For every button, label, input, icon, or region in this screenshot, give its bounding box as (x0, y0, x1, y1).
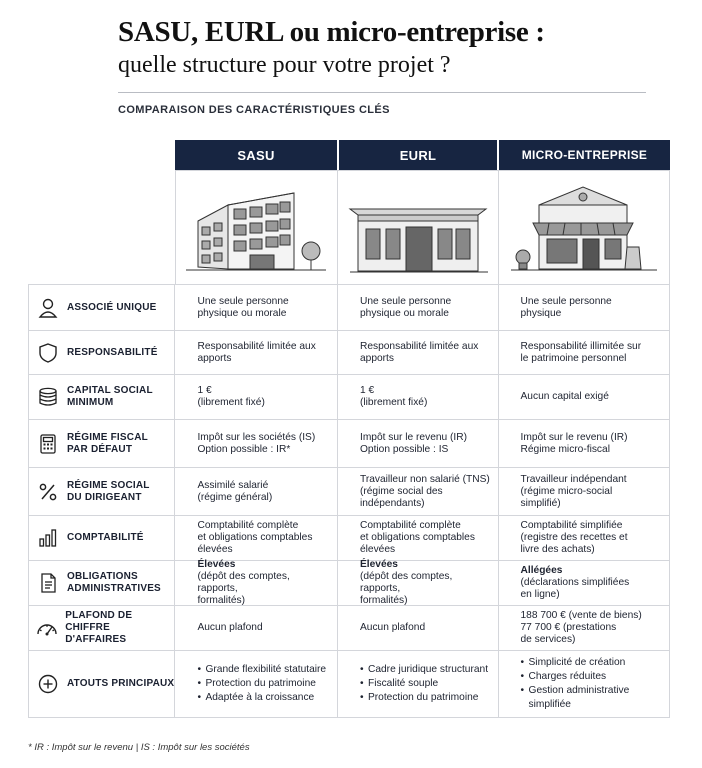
row-label: RESPONSABILITÉ (67, 346, 158, 358)
cell-text: Aucun capital exigé (520, 391, 609, 402)
table-row (29, 331, 669, 375)
table-row (29, 375, 669, 420)
cell-text: Responsabilité illimitée sur le patrimoine personnel (520, 340, 642, 364)
cell-sasu (175, 516, 338, 560)
calculator-icon (29, 433, 67, 455)
row-label: ASSOCIÉ UNIQUE (67, 301, 157, 313)
cell-sasu (175, 420, 338, 467)
cell-sasu (175, 468, 338, 515)
bullet-list (521, 656, 630, 712)
cell-text: Comptabilité simplifiée (registre des recettes et livre des achats) (520, 520, 628, 555)
cell-micro-entreprise (499, 468, 669, 515)
micro-entreprise-illustration-cell (499, 170, 670, 284)
row-label-cell (29, 468, 175, 515)
document-icon (29, 572, 67, 594)
cell-eurl (338, 420, 499, 467)
cell-text: Impôt sur les sociétés (IS) Option possible : IR* (197, 431, 316, 455)
small-shop-illustration (499, 171, 670, 285)
footnote: * IR : Impôt sur le revenu | IS : Impôt sur les sociétés (28, 742, 250, 753)
bullet-item: • Protection du patrimoine (360, 691, 488, 705)
cell-eurl (338, 468, 499, 515)
cell-text: Impôt sur le revenu (IR) Régime micro-fiscal (520, 431, 628, 455)
cell-strong-text: Élevées (197, 559, 236, 570)
row-label: PLAFOND DE CHIFFRE D'AFFAIRES (65, 610, 133, 645)
row-label: OBLIGATIONS ADMINISTRATIVES (67, 571, 161, 594)
cell-sasu (175, 375, 338, 419)
table-row (29, 420, 669, 468)
cell-eurl (338, 561, 499, 605)
cell-text: Travailleur non salarié (TNS) (régime social des indépendants) (359, 473, 490, 509)
cell-micro-entreprise (499, 606, 669, 650)
row-label-cell (29, 420, 175, 467)
bullet-item: • Fiscalité souple (360, 677, 488, 691)
cell-text: 1 € (librement fixé) (359, 385, 428, 408)
cell-sasu (175, 285, 338, 330)
table-row (29, 651, 669, 717)
title-divider (118, 92, 646, 93)
cell-text: Aucun plafond (197, 622, 263, 633)
coins-icon (29, 386, 67, 408)
bullet-item: • Adaptée à la croissance (197, 691, 326, 705)
cell-micro-entreprise (499, 285, 669, 330)
row-label-cell (29, 285, 175, 330)
sasu-illustration-cell (175, 170, 338, 284)
cell-eurl (338, 375, 499, 419)
cell-eurl (338, 651, 499, 717)
bullet-item: • Charges réduites (521, 670, 630, 684)
table-row (29, 561, 669, 606)
page-subtitle: quelle structure pour votre projet ? (118, 52, 451, 78)
eurl-illustration-cell (338, 170, 499, 284)
cell-strong-text: Allégées (520, 565, 563, 576)
comparison-table (28, 284, 670, 718)
row-label-cell (29, 651, 175, 717)
cell-micro-entreprise (499, 561, 669, 605)
cell-micro-entreprise (499, 375, 669, 419)
row-label: CAPITAL SOCIAL MINIMUM (67, 385, 153, 408)
row-label-cell (29, 375, 175, 419)
cell-text: Une seule personne physique ou morale (197, 295, 289, 319)
cell-micro-entreprise (499, 651, 669, 717)
cell-text: Responsabilité limitée aux apports (197, 340, 316, 364)
row-label: RÉGIME FISCAL PAR DÉFAUT (67, 431, 148, 455)
modern-office-building-illustration (176, 171, 339, 285)
section-heading: COMPARAISON DES CARACTÉRISTIQUES CLÉS (118, 104, 390, 116)
row-label: ATOUTS PRINCIPAUX (67, 678, 175, 689)
cell-text: Responsabilité limitée aux apports (359, 340, 479, 364)
bullet-item: • Gestion administrative simplifiée (521, 684, 630, 712)
cell-strong-text: Élevées (359, 559, 398, 570)
bullet-item: • Cadre juridique structurant (360, 663, 488, 677)
cell-text: Comptabilité complète et obligations comptables élevées (359, 520, 475, 555)
percent-icon (29, 481, 67, 503)
cell-micro-entreprise (499, 516, 669, 560)
bullet-item: • Grande flexibilité statutaire (197, 663, 326, 677)
cell-text: Travailleur indépendant (régime micro-social simplifié) (520, 473, 627, 509)
person-icon (29, 297, 67, 319)
bar-chart-icon (29, 527, 67, 549)
row-label-cell (29, 561, 175, 605)
cell-sasu (175, 606, 338, 650)
table-row (29, 606, 669, 651)
cell-sasu (175, 651, 338, 717)
table-row (29, 468, 669, 516)
bullet-item: • Simplicité de création (521, 656, 630, 670)
row-label-cell (29, 606, 175, 650)
gauge-icon (29, 617, 65, 639)
cell-text: Une seule personne physique (520, 295, 612, 319)
table-row (29, 516, 669, 561)
cell-eurl (338, 331, 499, 374)
column-header-sasu: SASU (175, 140, 337, 170)
row-label-cell (29, 331, 175, 374)
cell-text: Une seule personne physique ou morale (359, 295, 452, 319)
row-label: COMPTABILITÉ (67, 532, 144, 543)
cell-text: (déclarations simplifiées en ligne) (520, 577, 630, 600)
cell-micro-entreprise (499, 331, 669, 374)
cell-micro-entreprise (499, 420, 669, 467)
cell-text: Comptabilité complète et obligations comptables élevées (197, 520, 313, 555)
cell-text: Impôt sur le revenu (IR) Option possible : IS (359, 431, 467, 455)
column-header-eurl: EURL (339, 140, 497, 170)
plus-circle-icon (29, 673, 67, 695)
cell-eurl (338, 516, 499, 560)
row-label-cell (29, 516, 175, 560)
cell-text: Aucun plafond (359, 622, 426, 633)
cell-text: Assimilé salarié (régime général) (197, 479, 273, 503)
cell-text: (dépôt des comptes, rapports, formalités) (359, 571, 453, 606)
cell-text: 1 € (librement fixé) (197, 385, 265, 408)
column-header-micro-entreprise: MICRO-ENTREPRISE (499, 140, 670, 170)
cell-eurl (338, 606, 499, 650)
page-title: SASU, EURL ou micro-entreprise : (118, 16, 545, 48)
classic-building-illustration (338, 171, 499, 285)
shield-icon (29, 342, 67, 364)
bullet-list (360, 663, 488, 705)
cell-text: 188 700 € (vente de biens) 77 700 € (prestations de services) (520, 610, 642, 645)
bullet-list (197, 663, 326, 705)
bullet-item: • Protection du patrimoine (197, 677, 326, 691)
cell-eurl (338, 285, 499, 330)
cell-sasu (175, 561, 338, 605)
row-label: RÉGIME SOCIAL DU DIRIGEANT (67, 479, 150, 503)
cell-text: (dépôt des comptes, rapports, formalités) (197, 571, 290, 606)
table-row (29, 285, 669, 331)
cell-sasu (175, 331, 338, 374)
